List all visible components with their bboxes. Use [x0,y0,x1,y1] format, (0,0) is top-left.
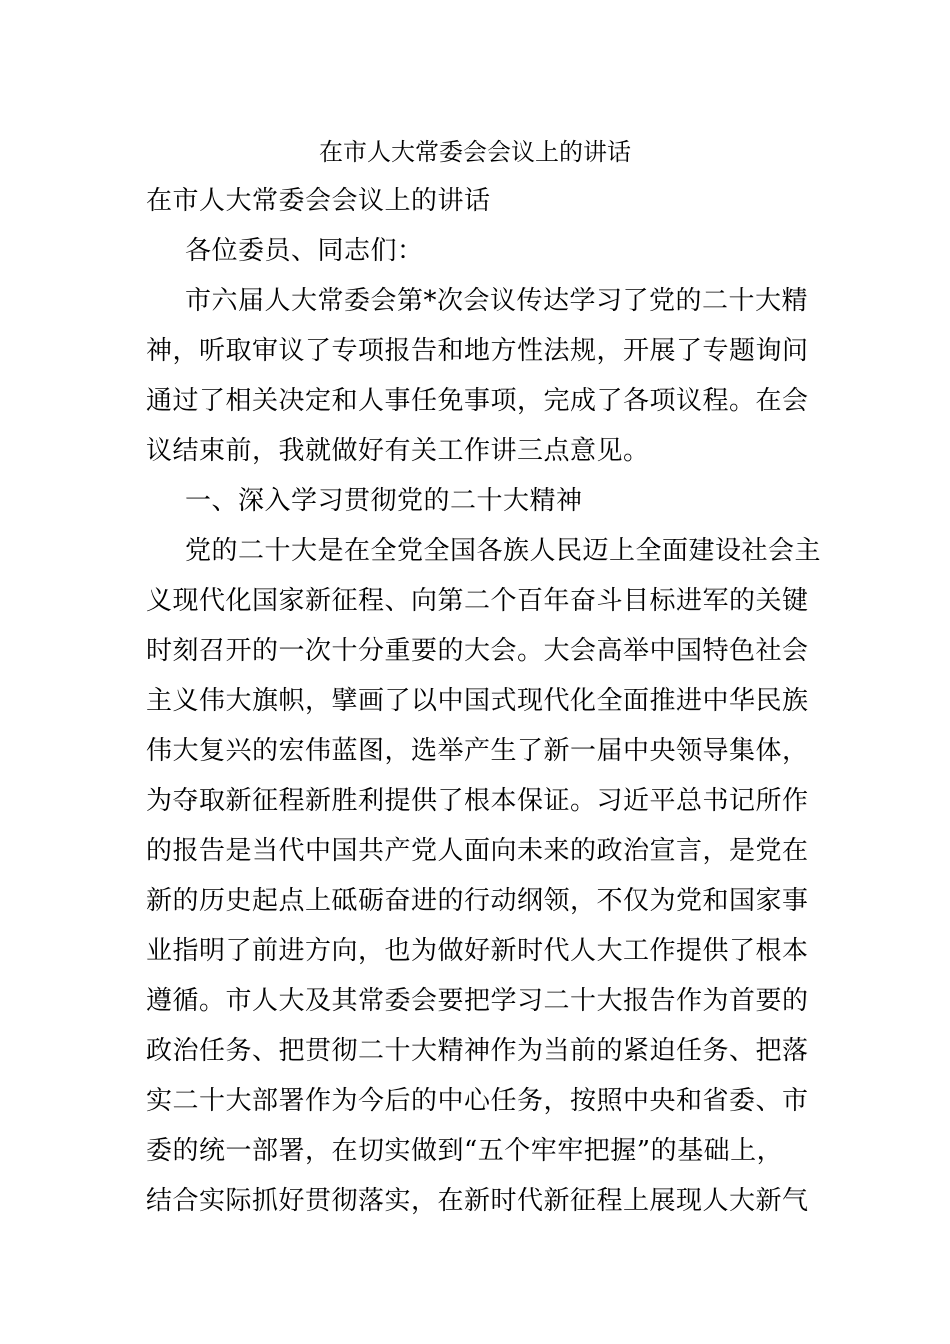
paragraph-line: 主义伟大旗帜，擘画了以中国式现代化全面推进中华民族 [146,686,809,716]
paragraph-line: 神，听取审议了专项报告和地方性法规，开展了专题询问 [146,336,809,366]
subtitle-line: 在市人大常委会会议上的讲话 [146,186,491,216]
document-title: 在市人大常委会会议上的讲话 [319,138,631,166]
paragraph-line: 通过了相关决定和人事任免事项，完成了各项议程。在会 [146,386,809,416]
paragraph-line: 委的统一部署，在切实做到“五个牢牢把握”的基础上， [146,1136,784,1166]
paragraph-line: 为夺取新征程新胜利提供了根本保证。习近平总书记所作 [146,786,809,816]
paragraph-line: 业指明了前进方向，也为做好新时代人大工作提供了根本 [146,936,809,966]
paragraph-line: 市六届人大常委会第*次会议传达学习了党的二十大精 [185,286,809,316]
paragraph-line: 结合实际抓好贯彻落实，在新时代新征程上展现人大新气 [146,1186,809,1216]
paragraph-line: 议结束前，我就做好有关工作讲三点意见。 [146,436,650,466]
paragraph-line: 伟大复兴的宏伟蓝图，选举产生了新一届中央领导集体， [146,736,809,766]
paragraph-line: 党的二十大是在全党全国各族人民迈上全面建设社会主 [185,536,822,566]
section-heading: 一、深入学习贯彻党的二十大精神 [185,486,583,516]
paragraph-line: 实二十大部署作为今后的中心任务，按照中央和省委、市 [146,1086,809,1116]
paragraph-line: 政治任务、把贯彻二十大精神作为当前的紧迫任务、把落 [146,1036,809,1066]
paragraph-line: 遵循。市人大及其常委会要把学习二十大报告作为首要的 [146,986,809,1016]
salutation-line: 各位委员、同志们： [185,236,424,266]
paragraph-line: 新的历史起点上砥砺奋进的行动纲领，不仅为党和国家事 [146,886,809,916]
paragraph-line: 时刻召开的一次十分重要的大会。大会高举中国特色社会 [146,636,809,666]
paragraph-line: 义现代化国家新征程、向第二个百年奋斗目标进军的关键 [146,586,809,616]
paragraph-line: 的报告是当代中国共产党人面向未来的政治宣言，是党在 [146,836,809,866]
